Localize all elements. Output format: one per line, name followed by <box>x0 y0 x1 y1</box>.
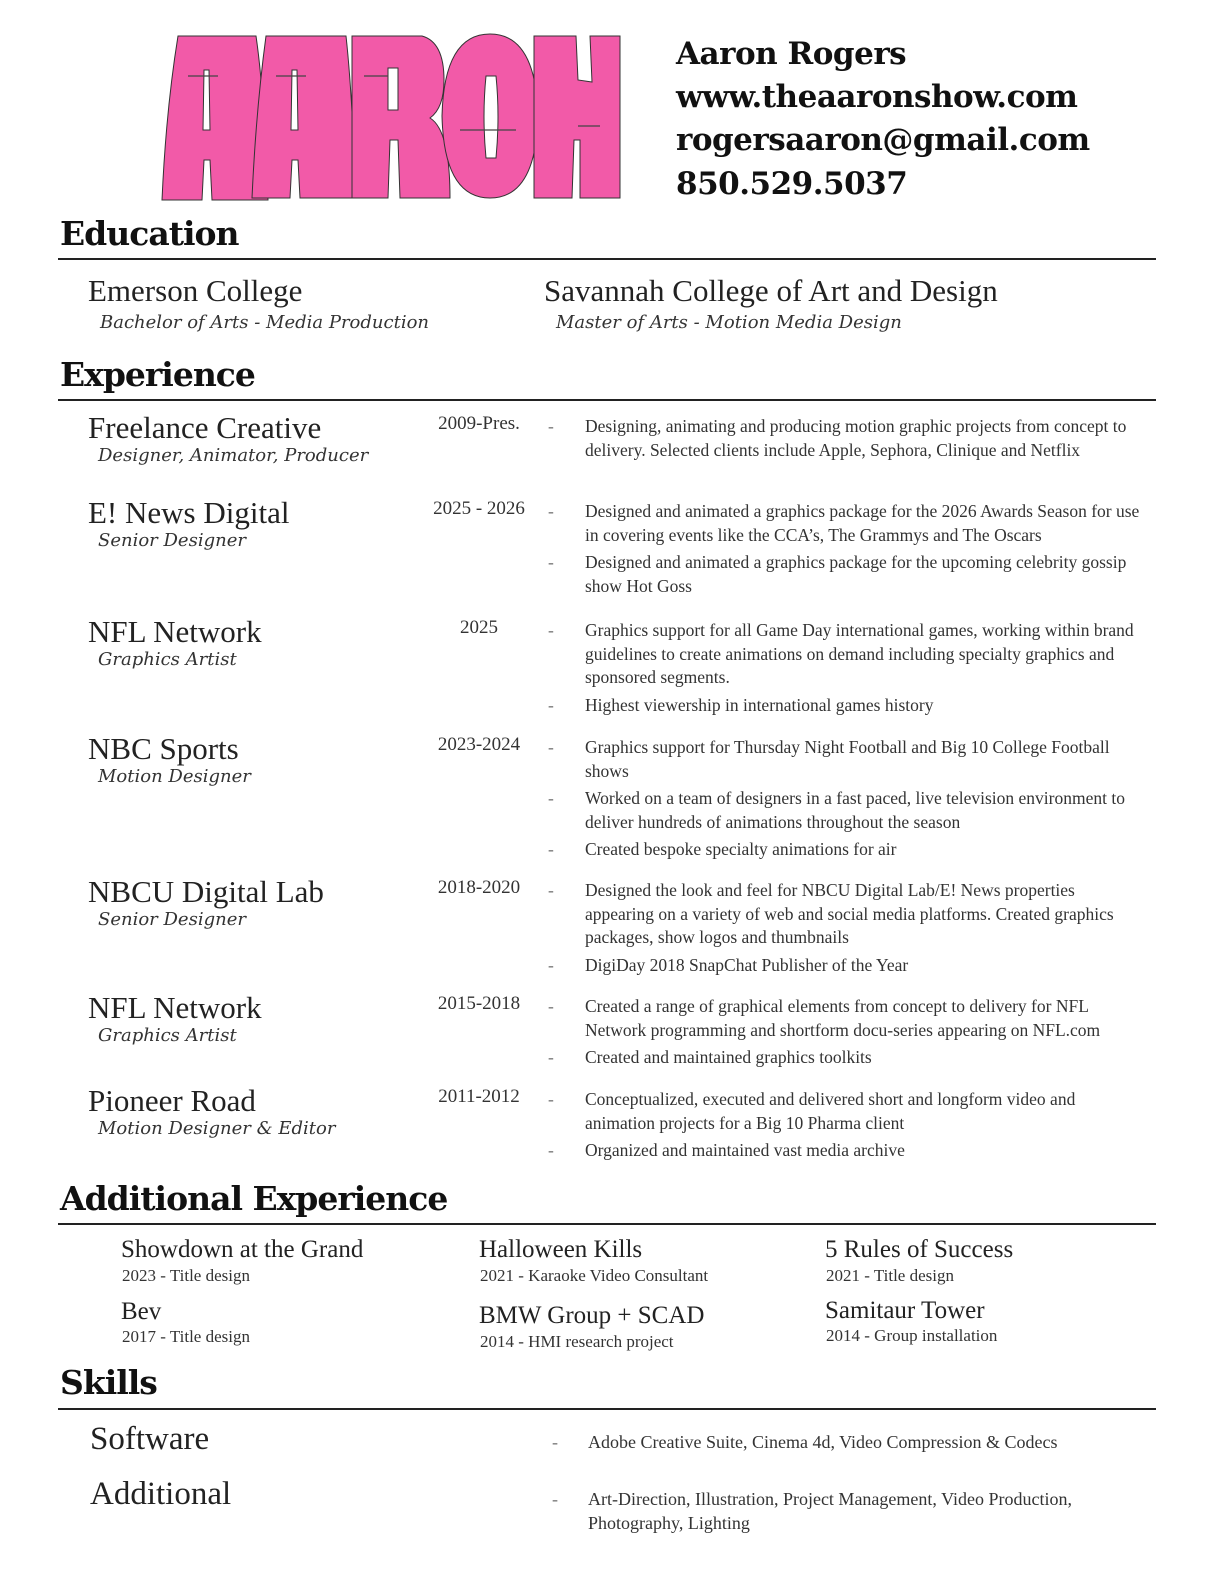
job-bullet: - Created bespoke specialty animations for air <box>548 839 897 859</box>
additional-item-sub: 2017 - Title design <box>122 1327 250 1346</box>
additional-item-title: Samitaur Tower <box>825 1297 985 1324</box>
education-school: Emerson College <box>88 273 303 308</box>
skill-dash: - <box>552 1432 558 1452</box>
job-role: Senior Designer <box>98 909 246 930</box>
additional-item-title: 5 Rules of Success <box>825 1236 1014 1263</box>
skill-label: Software <box>90 1421 210 1457</box>
job-dates: 2009-Pres. <box>438 413 520 434</box>
job-bullet: - Worked on a team of designers in a fast paced, live television environment to deliver hundreds of animations throughout the season <box>548 788 1125 832</box>
job-bullet: - Organized and maintained vast media archive <box>548 1140 905 1160</box>
job-company: NFL Network <box>88 990 262 1025</box>
job-company: NBC Sports <box>88 731 239 766</box>
contact-website[interactable]: www.theaaronshow.com <box>676 79 1078 115</box>
job-company: E! News Digital <box>88 495 290 530</box>
additional-item-title: BMW Group + SCAD <box>479 1302 705 1329</box>
additional-item-sub: 2023 - Title design <box>122 1266 250 1285</box>
contact-email[interactable]: rogersaaron@gmail.com <box>676 122 1090 158</box>
skill-label: Additional <box>90 1476 232 1512</box>
job-bullet: - Created and maintained graphics toolkits <box>548 1047 872 1067</box>
job-dates: 2023-2024 <box>437 734 521 755</box>
skill-value: Art-Direction, Illustration, Project Management, Video Production, Photography, Lighting <box>588 1489 1072 1533</box>
job-dates: 2015-2018 <box>437 993 521 1014</box>
job-dates: 2011-2012 <box>438 1086 520 1107</box>
job-dates: 2018-2020 <box>437 877 521 898</box>
job-bullet: - Designed the look and feel for NBCU Digital Lab/E! News properties appearing on a variety of web and social media platforms. Created graphics packages, show logos and thumbnails <box>548 880 1114 947</box>
logo-letter-r <box>352 36 450 198</box>
job-company: Freelance Creative <box>88 410 322 445</box>
job-bullet: - DigiDay 2018 SnapChat Publisher of the Year <box>548 954 909 975</box>
job-bullet: - Graphics support for all Game Day international games, working within brand guidelines to create animations on demand including specialty graphics and sponsored segments. <box>548 620 1134 687</box>
job-bullet: - Highest viewership in international games history <box>548 694 934 715</box>
aaron-logo <box>160 30 622 202</box>
additional-heading: Additional Experience <box>60 1179 448 1218</box>
job-bullets <box>548 1088 1148 1167</box>
additional-item-sub: 2014 - HMI research project <box>480 1332 674 1351</box>
job-bullet: - Designing, animating and producing motion graphic projects from concept to delivery. Selected clients include Apple, Sephora, Clinique and Netflix <box>548 416 1127 460</box>
job-bullet: - Graphics support for Thursday Night Football and Big 10 College Football shows <box>548 737 1110 781</box>
logo-letter-a1 <box>162 36 268 200</box>
job-bullets <box>548 879 1148 981</box>
logo-letter-o <box>442 34 538 198</box>
additional-item-title: Halloween Kills <box>479 1236 643 1263</box>
education-divider <box>58 258 1156 260</box>
education-school: Savannah College of Art and Design <box>544 273 998 308</box>
job-role: Graphics Artist <box>98 1025 237 1046</box>
job-company: NBCU Digital Lab <box>88 874 324 909</box>
additional-item-title: Bev <box>121 1298 162 1325</box>
job-role: Senior Designer <box>98 530 246 551</box>
logo-letter-a2 <box>252 36 356 198</box>
skill-dash: - <box>552 1489 558 1509</box>
contact-name: Aaron Rogers <box>676 36 907 72</box>
job-role: Motion Designer <box>98 766 251 787</box>
job-role: Designer, Animator, Producer <box>98 445 369 466</box>
contact-phone: 850.529.5037 <box>676 166 908 202</box>
job-bullets <box>548 736 1148 866</box>
job-dates: 2025 - 2026 <box>433 498 525 519</box>
additional-item-sub: 2021 - Karaoke Video Consultant <box>480 1266 709 1285</box>
job-bullets <box>548 995 1148 1074</box>
skills-divider <box>58 1408 1156 1410</box>
additional-item-title: Showdown at the Grand <box>121 1236 364 1263</box>
job-bullet: - Conceptualized, executed and delivered short and longform video and animation projects for a Big 10 Pharma client <box>548 1089 1076 1133</box>
job-role: Graphics Artist <box>98 649 237 670</box>
job-bullet: - Created a range of graphical elements from concept to delivery for NFL Network programming and shortform docu-series appearing on NFL.com <box>548 996 1101 1040</box>
skills-heading: Skills <box>60 1363 157 1402</box>
logo-letter-n <box>534 36 620 198</box>
job-dates: 2025 <box>460 617 498 638</box>
education-degree: Master of Arts - Motion Media Design <box>556 312 902 333</box>
skill-value: Adobe Creative Suite, Cinema 4d, Video Compression & Codecs <box>588 1432 1058 1452</box>
additional-divider <box>58 1223 1156 1225</box>
job-company: Pioneer Road <box>88 1083 256 1118</box>
education-heading: Education <box>60 214 239 253</box>
additional-item-sub: 2014 - Group installation <box>826 1326 998 1345</box>
job-bullet: - Designed and animated a graphics package for the upcoming celebrity gossip show Hot Goss <box>548 552 1127 596</box>
experience-heading: Experience <box>60 355 255 394</box>
job-company: NFL Network <box>88 614 262 649</box>
experience-divider <box>58 399 1156 401</box>
job-role: Motion Designer & Editor <box>98 1118 336 1139</box>
job-bullets <box>548 415 1148 466</box>
job-bullets <box>548 500 1148 602</box>
job-bullets <box>548 619 1148 721</box>
job-bullet: - Designed and animated a graphics package for the 2026 Awards Season for use in covering events like the CCA’s, The Grammys and The Oscars <box>548 501 1140 545</box>
education-degree: Bachelor of Arts - Media Production <box>100 312 430 333</box>
additional-item-sub: 2021 - Title design <box>826 1266 954 1285</box>
